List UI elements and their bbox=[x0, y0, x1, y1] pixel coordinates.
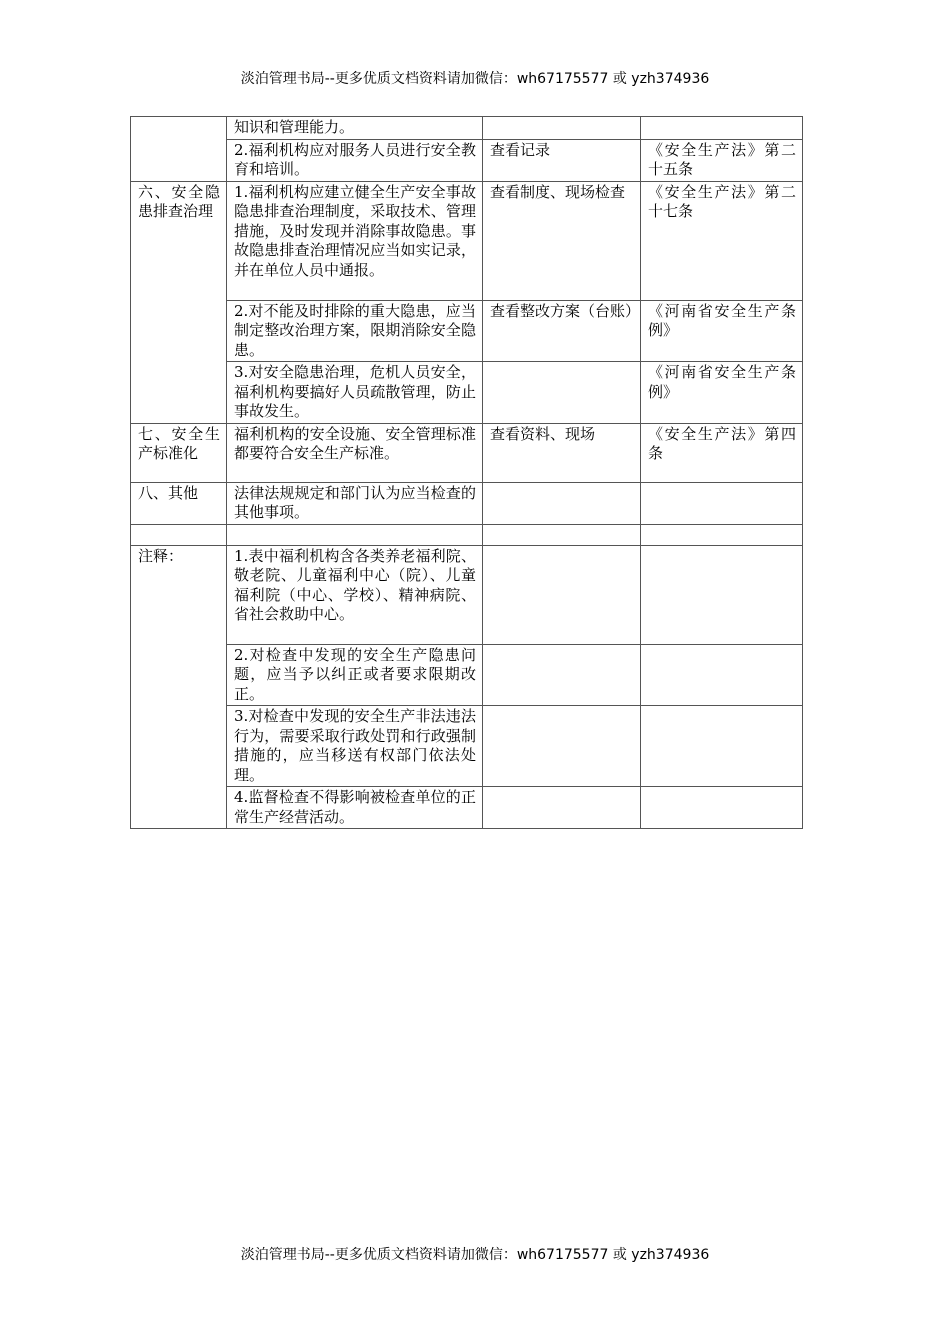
category-cell bbox=[131, 117, 227, 182]
table-row bbox=[131, 362, 803, 424]
note-cell: 1.表中福利机构含各类养老福利院、敬老院、儿童福利中心（院）、儿童福利院（中心、学校）、精神病院、省社会救助中心。 bbox=[227, 545, 483, 644]
content-cell bbox=[227, 524, 483, 545]
content-cell: 2.福利机构应对服务人员进行安全教育和培训。 bbox=[227, 139, 483, 181]
category-cell: 六、安全隐患排查治理 bbox=[131, 181, 227, 423]
table-row bbox=[131, 181, 803, 300]
content-cell: 2.对不能及时排除的重大隐患，应当制定整改治理方案，限期消除安全隐患。 bbox=[227, 300, 483, 362]
basis-cell bbox=[641, 482, 803, 524]
method-cell: 查看记录 bbox=[483, 139, 641, 181]
method-cell bbox=[483, 524, 641, 545]
basis-cell bbox=[641, 644, 803, 706]
content-cell: 法律法规规定和部门认为应当检查的其他事项。 bbox=[227, 482, 483, 524]
notes-label-cell: 注释： bbox=[131, 545, 227, 829]
basis-cell bbox=[641, 706, 803, 787]
basis-cell: 《安全生产法》第四条 bbox=[641, 423, 803, 482]
basis-cell: 《河南省安全生产条例》 bbox=[641, 300, 803, 362]
method-cell bbox=[483, 117, 641, 140]
table-row bbox=[131, 139, 803, 181]
method-cell bbox=[483, 644, 641, 706]
content-cell: 福利机构的安全设施、安全管理标准都要符合安全生产标准。 bbox=[227, 423, 483, 482]
basis-cell bbox=[641, 787, 803, 829]
note-cell: 3.对检查中发现的安全生产非法违法行为，需要采取行政处罚和行政强制措施的，应当移送有权部门依法处理。 bbox=[227, 706, 483, 787]
note-cell: 4.监督检查不得影响被检查单位的正常生产经营活动。 bbox=[227, 787, 483, 829]
table-row bbox=[131, 524, 803, 545]
basis-cell: 《安全生产法》第二十五条 bbox=[641, 139, 803, 181]
page-footer: 淡泊管理书局--更多优质文档资料请加微信：wh67175577 或 yzh374936 bbox=[240, 1247, 710, 1263]
table-row bbox=[131, 706, 803, 787]
method-cell bbox=[483, 362, 641, 424]
table-row bbox=[131, 787, 803, 829]
method-cell: 查看制度、现场检查 bbox=[483, 181, 641, 300]
method-cell: 查看资料、现场 bbox=[483, 423, 641, 482]
inspection-table bbox=[130, 116, 803, 829]
method-cell bbox=[483, 706, 641, 787]
table-row bbox=[131, 482, 803, 524]
category-cell bbox=[131, 524, 227, 545]
note-cell: 2.对检查中发现的安全生产隐患问题，应当予以纠正或者要求限期改正。 bbox=[227, 644, 483, 706]
method-cell: 查看整改方案（台账） bbox=[483, 300, 641, 362]
basis-cell bbox=[641, 545, 803, 644]
table-row bbox=[131, 545, 803, 644]
content-cell: 1.福利机构应建立健全生产安全事故隐患排查治理制度，采取技术、管理措施，及时发现并消除事故隐患。事故隐患排查治理情况应当如实记录，并在单位人员中通报。 bbox=[227, 181, 483, 300]
method-cell bbox=[483, 787, 641, 829]
basis-cell: 《安全生产法》第二十七条 bbox=[641, 181, 803, 300]
table-row bbox=[131, 644, 803, 706]
table-row bbox=[131, 423, 803, 482]
table-row bbox=[131, 117, 803, 140]
category-cell: 七、安全生产标准化 bbox=[131, 423, 227, 482]
content-cell: 3.对安全隐患治理，危机人员安全，福利机构要搞好人员疏散管理，防止事故发生。 bbox=[227, 362, 483, 424]
category-cell: 八、其他 bbox=[131, 482, 227, 524]
method-cell bbox=[483, 482, 641, 524]
method-cell bbox=[483, 545, 641, 644]
table-row bbox=[131, 300, 803, 362]
content-cell: 知识和管理能力。 bbox=[227, 117, 483, 140]
basis-cell bbox=[641, 117, 803, 140]
page-header: 淡泊管理书局--更多优质文档资料请加微信：wh67175577 或 yzh374936 bbox=[240, 71, 710, 87]
basis-cell: 《河南省安全生产条例》 bbox=[641, 362, 803, 424]
basis-cell bbox=[641, 524, 803, 545]
